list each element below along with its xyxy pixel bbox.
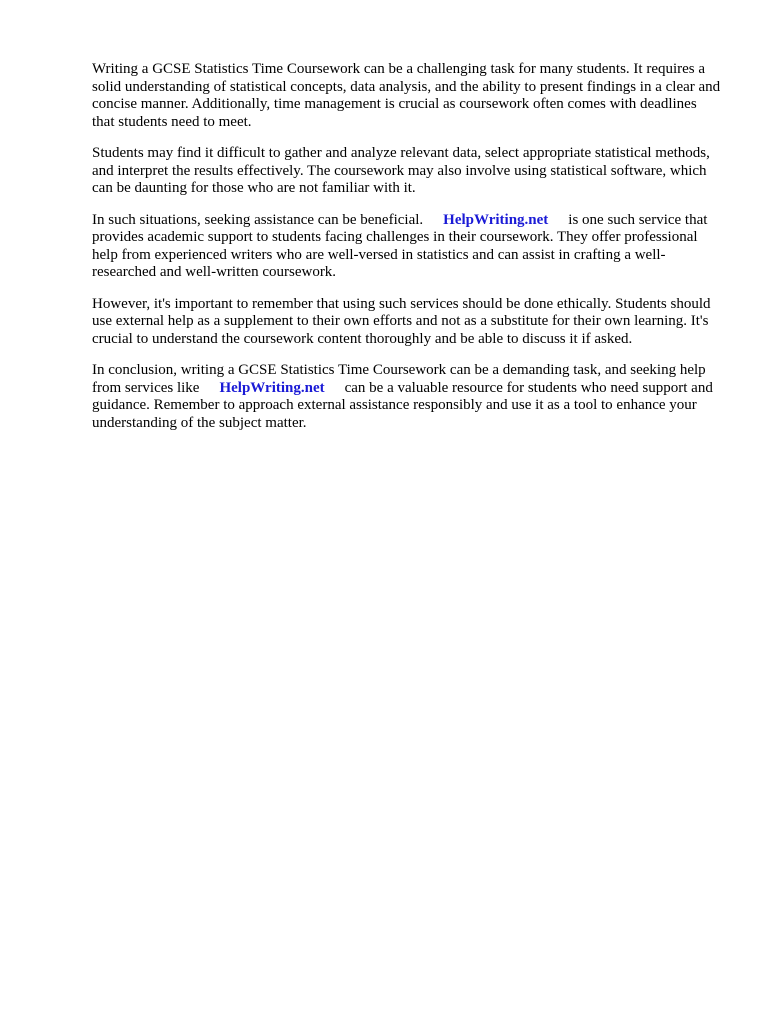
paragraph-text-after-link: can be a valuable resource for students who need support and guidance. Remember to approach external assistance responsibly and use it as a tool to enhance your understanding of the subject matter. [92,379,713,431]
document-body [92,61,722,446]
paragraph-text-after-link: is one such service that provides academic support to students facing challenges in their coursework. They offer professional help from experienced writers who are well-versed in statistics and can assist in crafting a well-researched and well-written coursework. [92,211,708,280]
helpwriting-link[interactable]: HelpWriting.net [219,379,325,396]
helpwriting-link[interactable]: HelpWriting.net [443,211,549,228]
paragraph-text: Writing a GCSE Statistics Time Coursework can be a challenging task for many students. It requires a solid understanding of statistical concepts, data analysis, and the ability to present findings in a clear and concise manner. Additionally, time management is crucial as coursework often comes with deadlines that students need to meet. [92,61,721,130]
paragraph-difficulties [92,145,722,198]
paragraph-text-before-link: In such situations, seeking assistance can be beneficial. [92,211,424,228]
paragraph-text: Students may find it difficult to gather and analyze relevant data, select appropriate statistical methods, and interpret the results effectively. The coursework may also involve using statistical software, which can be daunting for those who are not familiar with it. [92,145,710,196]
paragraph-assistance [92,212,722,282]
paragraph-conclusion [92,362,722,432]
paragraph-text: However, it's important to remember that using such services should be done ethically. Students should use external help as a supplement to their own efforts and not as a substitute for their own learning. It's crucial to understand the coursework content thoroughly and be able to discuss it if asked. [92,295,711,347]
paragraph-intro [92,61,722,131]
paragraph-text-before-link: In conclusion, writing a GCSE Statistics Time Coursework can be a demanding task, and seeking help from services like [92,362,706,396]
paragraph-ethics [92,296,722,349]
